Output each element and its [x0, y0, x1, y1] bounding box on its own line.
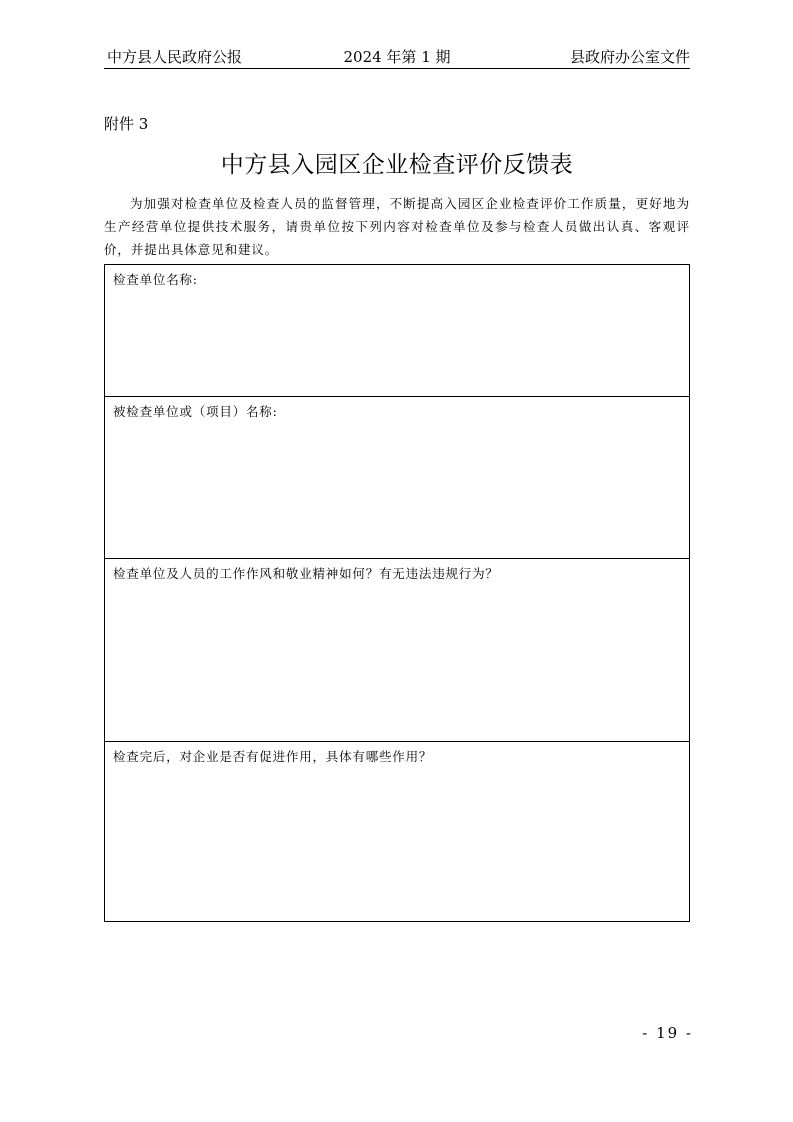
header-publication: 中方县人民政府公报 — [107, 48, 243, 66]
attachment-number: 3 — [138, 115, 149, 133]
header-source: 县政府办公室文件 — [569, 48, 690, 66]
form-row-inspection-unit — [105, 265, 690, 397]
page-number: - 19 - — [642, 1024, 693, 1042]
form-label-inspected-unit: 被检查单位或（项目）名称: — [113, 404, 278, 419]
attachment-text: 附件 — [104, 115, 135, 133]
form-label-work-style: 检查单位及人员的工作作风和敬业精神如何？有无违法违规行为？ — [113, 566, 499, 581]
page-header — [104, 46, 690, 69]
form-cell-inspected-unit[interactable] — [105, 397, 690, 559]
form-label-effect: 检查完后，对企业是否有促进作用，具体有哪些作用？ — [113, 749, 433, 764]
header-issue: 2024 年第 1 期 — [343, 48, 451, 66]
intro-paragraph: 为加强对检查单位及检查人员的监督管理，不断提高入园区企业检查评价工作质量，更好地为生产经营单位提供技术服务，请贵单位按下列内容对检查单位及参与检查人员做出认真、客观评价，并提出具体意见和建议。 — [104, 196, 690, 257]
form-row-work-style — [105, 559, 690, 742]
form-cell-inspection-unit[interactable] — [105, 265, 690, 397]
form-cell-work-style[interactable] — [105, 559, 690, 742]
form-row-effect — [105, 742, 690, 922]
attachment-label — [104, 115, 148, 133]
document-title: 中方县入园区企业检查评价反馈表 — [220, 152, 574, 178]
form-row-inspected-unit — [105, 397, 690, 559]
form-cell-effect[interactable] — [105, 742, 690, 922]
feedback-form-table — [104, 264, 690, 922]
form-label-inspection-unit: 检查单位名称: — [113, 272, 198, 287]
